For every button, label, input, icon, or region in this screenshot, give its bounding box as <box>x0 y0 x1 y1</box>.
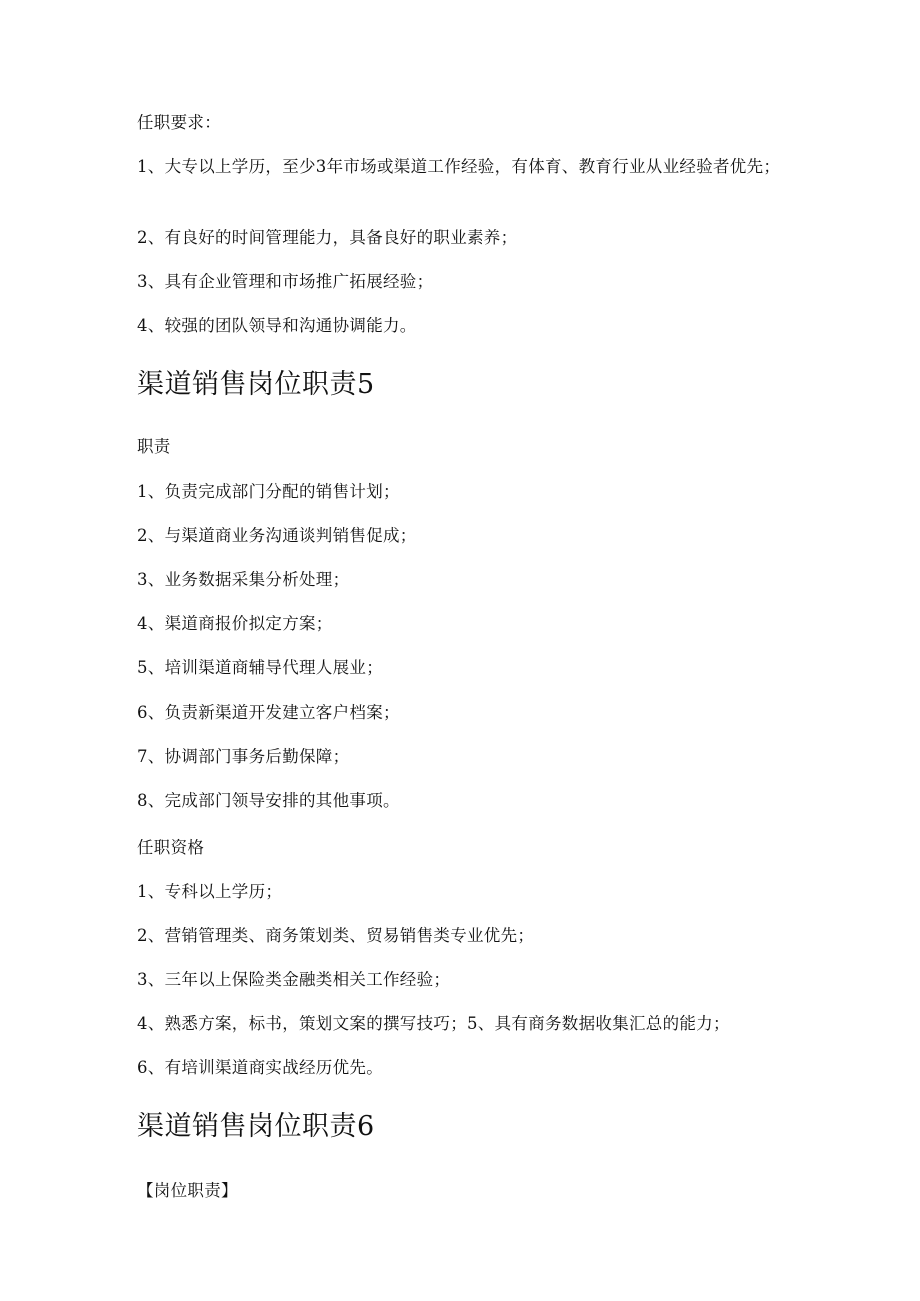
requirement-item: 2、有良好的时间管理能力，具备良好的职业素养； <box>137 228 518 247</box>
requirement-item: 3、具有企业管理和市场推广拓展经验； <box>137 272 434 291</box>
duty-item: 4、渠道商报价拟定方案； <box>137 614 333 633</box>
requirement-item: 1、大专以上学历，至少3年市场或渠道工作经验，有体育、教育行业从业经验者优先； <box>137 157 781 176</box>
requirement-item: 4、较强的团队领导和沟通协调能力。 <box>137 316 417 335</box>
duty-item: 7、协调部门事务后勤保障； <box>137 747 350 766</box>
qualification-item: 3、三年以上保险类金融类相关工作经验； <box>137 970 451 989</box>
job-duties-label: 【岗位职责】 <box>137 1181 238 1200</box>
qualification-item: 1、专科以上学历； <box>137 882 283 901</box>
qualification-item: 6、有培训渠道商实战经历优先。 <box>137 1058 383 1077</box>
qualifications-label: 任职资格 <box>137 838 205 857</box>
duties-label: 职责 <box>137 437 171 456</box>
section-heading-6: 渠道销售岗位职责6 <box>137 1111 375 1142</box>
duty-item: 8、完成部门领导安排的其他事项。 <box>137 791 400 810</box>
duty-item: 2、与渠道商业务沟通谈判销售促成； <box>137 526 417 545</box>
duty-item: 5、培训渠道商辅导代理人展业； <box>137 658 383 677</box>
requirements-title: 任职要求： <box>137 113 221 132</box>
duty-item: 3、业务数据采集分析处理； <box>137 570 350 589</box>
qualification-item: 4、熟悉方案，标书，策划文案的撰写技巧；5、具有商务数据收集汇总的能力； <box>137 1014 730 1033</box>
section-heading-5: 渠道销售岗位职责5 <box>137 369 375 400</box>
duty-item: 6、负责新渠道开发建立客户档案； <box>137 703 400 722</box>
duty-item: 1、负责完成部门分配的销售计划； <box>137 482 400 501</box>
qualification-item: 2、营销管理类、商务策划类、贸易销售类专业优先； <box>137 926 535 945</box>
